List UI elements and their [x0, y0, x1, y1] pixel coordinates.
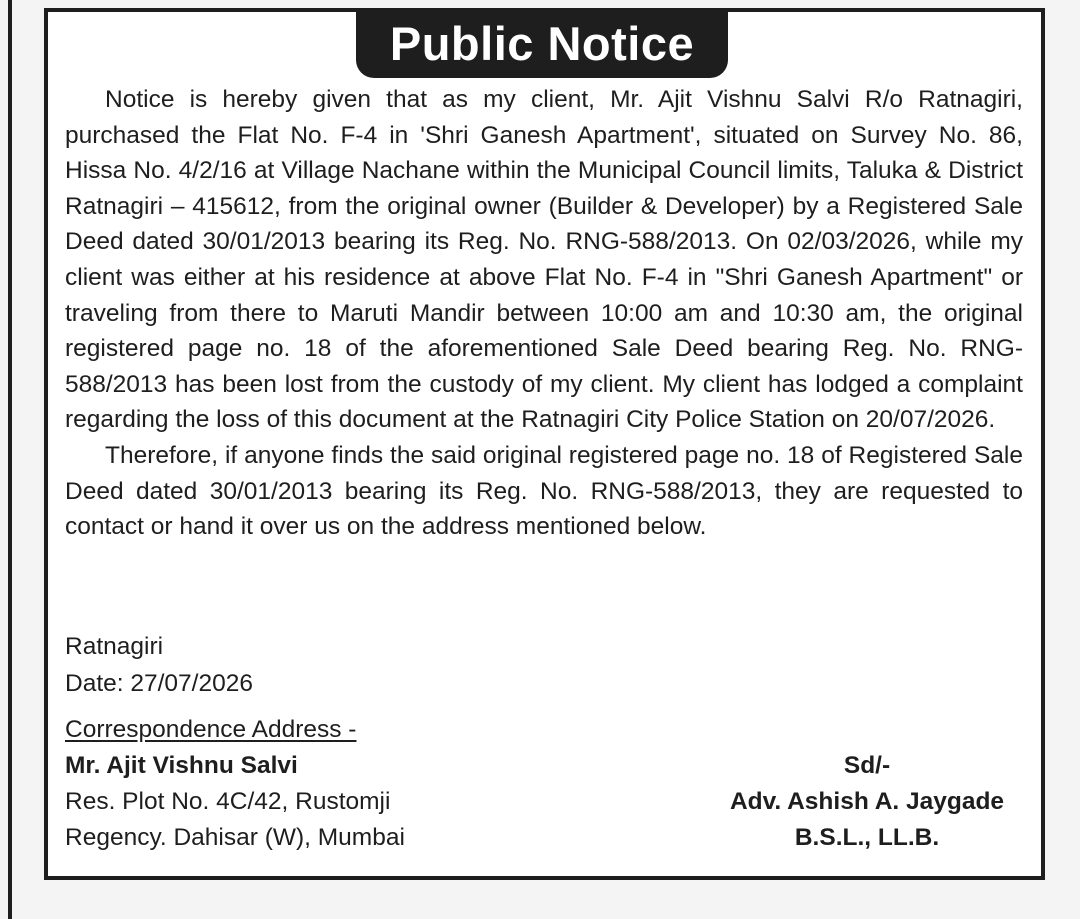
signature-mark: Sd/- [843, 752, 891, 779]
address-line-2: Regency. Dahisar (W), Mumbai [65, 824, 405, 851]
place-date-block [65, 628, 253, 702]
page-edge-rule [8, 0, 12, 919]
notice-title-banner [356, 8, 728, 78]
correspondence-address-block [65, 712, 405, 856]
advocate-qualification: B.S.L., LL.B. [794, 824, 940, 851]
notice-title: Public Notice [389, 16, 695, 70]
client-name: Mr. Ajit Vishnu Salvi [65, 752, 298, 779]
address-line-1: Res. Plot No. 4C/42, Rustomji [65, 788, 391, 815]
notice-place: Ratnagiri [65, 633, 164, 660]
notice-body [65, 82, 1023, 545]
correspondence-heading: Correspondence Address - [65, 716, 357, 743]
signature-block [700, 748, 1034, 856]
notice-paragraph-1: Notice is hereby given that as my client, Mr. Ajit Vishnu Salvi R/o Ratnagiri, purchased the Flat No. F-4 in 'Shri Ganesh Apartment', situated on Survey No. 86, Hissa No. 4/2/16 at Village Nachane within the Municipal Council limits, Taluka & District Ratnagiri – 415612, from the original owner (Builder & Developer) by a Registered Sale Deed dated 30/01/2013 bearing its Reg. No. RNG-588/2013. On 02/03/2026, while my client was either at his residence at above Flat No. F-4 in "Shri Ganesh Apartment" or traveling from there to Maruti Mandir between 10:00 am and 10:30 am, the original registered page no. 18 of the aforementioned Sale Deed bearing Reg. No. RNG-588/2013 has been lost from the custody of my client. My client has lodged a complaint regarding the loss of this document at the Ratnagiri City Police Station on 20/07/2026. [65, 86, 1023, 434]
notice-paragraph-2: Therefore, if anyone finds the said original registered page no. 18 of Registered Sale Deed dated 30/01/2013 bearing its Reg. No. RNG-588/2013, they are requested to contact or hand it over us on the address mentioned below. [65, 441, 1023, 541]
advocate-name: Adv. Ashish A. Jaygade [729, 788, 1005, 815]
notice-date: Date: 27/07/2026 [65, 670, 253, 697]
